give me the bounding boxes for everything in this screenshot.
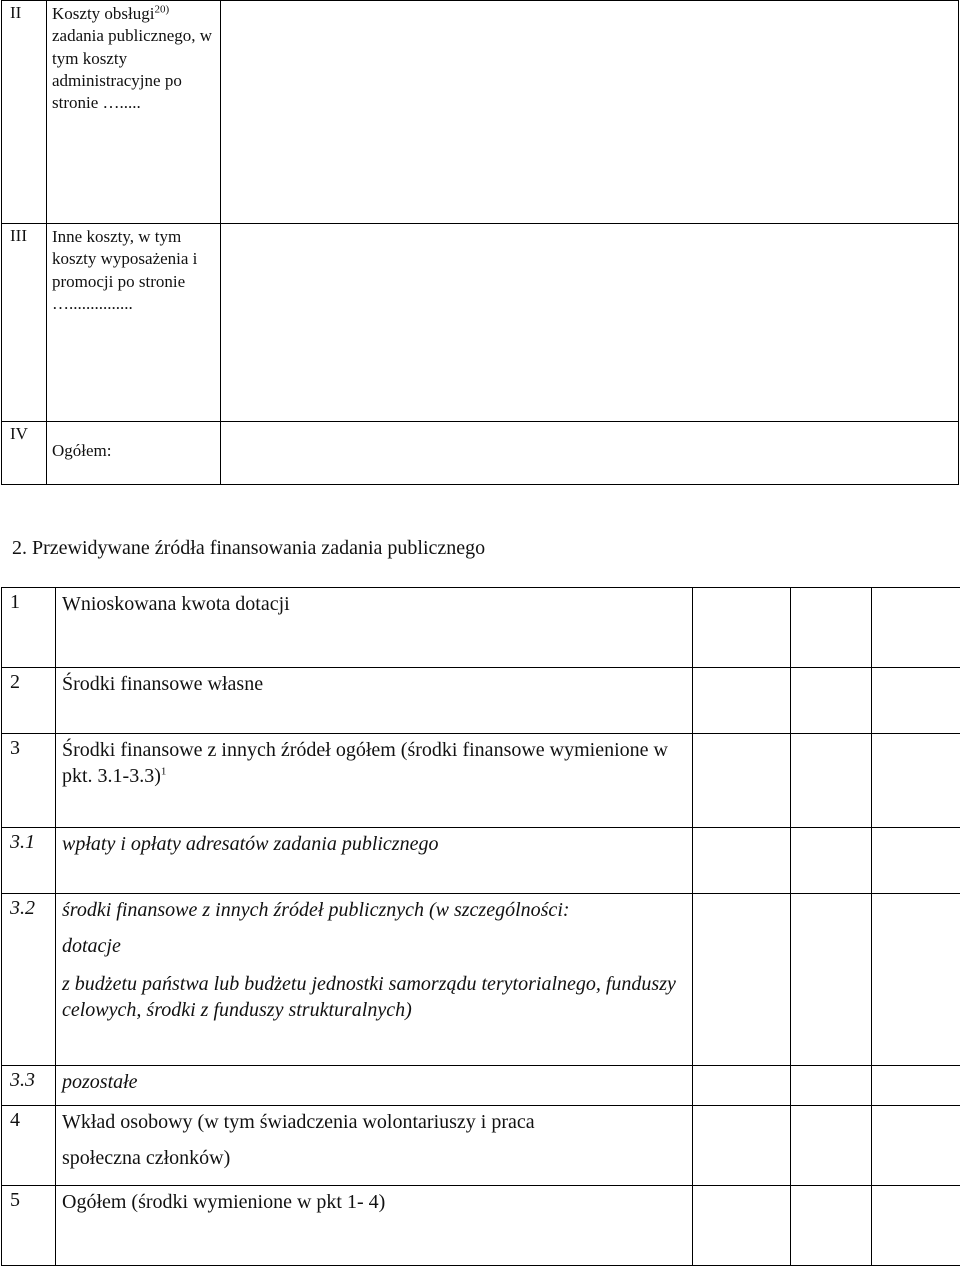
row-number: 4 xyxy=(2,1106,56,1186)
row-description: Ogółem: xyxy=(47,422,221,485)
row-label: Wnioskowana kwota dotacji xyxy=(56,588,693,668)
table-row xyxy=(2,1,959,224)
row-label: wpłaty i opłaty adresatów zadania publicznego xyxy=(56,828,693,894)
amount-cell[interactable] xyxy=(693,894,791,1066)
row-number: 3 xyxy=(2,734,56,828)
notes-cell[interactable] xyxy=(872,1106,960,1186)
table-row xyxy=(2,668,960,734)
amount-cell[interactable] xyxy=(693,1186,791,1266)
notes-cell[interactable] xyxy=(872,588,960,668)
row-label: Wkład osobowy (w tym świadczenia wolontariuszy i praca społeczna członków) xyxy=(56,1106,693,1186)
row-label: Środki finansowe własne xyxy=(56,668,693,734)
value-cell[interactable] xyxy=(221,1,959,224)
notes-cell[interactable] xyxy=(872,668,960,734)
percent-cell[interactable] xyxy=(791,668,872,734)
row-description: Koszty obsługi$^{20)}$ zadania publicznego, w tym koszty administracyjne po stronie …..... xyxy=(47,1,221,224)
table-row xyxy=(2,224,959,422)
table-row xyxy=(2,1186,960,1266)
row-number: 2 xyxy=(2,668,56,734)
amount-cell[interactable] xyxy=(693,588,791,668)
percent-cell[interactable] xyxy=(791,1186,872,1266)
table-row xyxy=(2,1106,960,1186)
amount-cell[interactable] xyxy=(693,668,791,734)
amount-cell[interactable] xyxy=(693,734,791,828)
table-row xyxy=(2,734,960,828)
amount-cell[interactable] xyxy=(693,828,791,894)
row-number: 3.1 xyxy=(2,828,56,894)
amount-cell[interactable] xyxy=(693,1066,791,1106)
row-label: Ogółem (środki wymienione w pkt 1- 4) xyxy=(56,1186,693,1266)
table-row xyxy=(2,588,960,668)
row-number: 1 xyxy=(2,588,56,668)
row-number: 5 xyxy=(2,1186,56,1266)
notes-cell[interactable] xyxy=(872,828,960,894)
percent-cell[interactable] xyxy=(791,894,872,1066)
row-description: Inne koszty, w tym koszty wyposażenia i promocji po stronie …............... xyxy=(47,224,221,422)
value-cell[interactable] xyxy=(221,422,959,485)
table-row xyxy=(2,422,959,485)
row-label: pozostałe xyxy=(56,1066,693,1106)
notes-cell[interactable] xyxy=(872,1186,960,1266)
footnote-marker: 1 xyxy=(160,765,167,778)
notes-cell[interactable] xyxy=(872,1066,960,1106)
footnote-marker: 20) xyxy=(154,3,170,16)
row-number: IV xyxy=(2,422,47,485)
amount-cell[interactable] xyxy=(693,1106,791,1186)
percent-cell[interactable] xyxy=(791,734,872,828)
section-heading: 2. Przewidywane źródła finansowania zadania publicznego xyxy=(12,537,486,559)
row-number: III xyxy=(2,224,47,422)
row-number: II xyxy=(2,1,47,224)
percent-cell[interactable] xyxy=(791,828,872,894)
notes-cell[interactable] xyxy=(872,734,960,828)
row-number: 3.2 xyxy=(2,894,56,1066)
table-row xyxy=(2,1066,960,1106)
percent-cell[interactable] xyxy=(791,588,872,668)
percent-cell[interactable] xyxy=(791,1066,872,1106)
percent-cell[interactable] xyxy=(791,1106,872,1186)
value-cell[interactable] xyxy=(221,224,959,422)
row-label: środki finansowe z innych źródeł publicznych (w szczególności: dotacje z budżetu państwa lub budżetu jednostki samorządu terytorialnego, funduszy celowych, środki z funduszy strukturalnych) xyxy=(56,894,693,1066)
table-row xyxy=(2,828,960,894)
row-number: 3.3 xyxy=(2,1066,56,1106)
financing-sources-table xyxy=(1,587,960,1266)
table-row xyxy=(2,894,960,1066)
costs-table xyxy=(1,0,959,485)
notes-cell[interactable] xyxy=(872,894,960,1066)
row-label: Środki finansowe z innych źródeł ogółem (środki finansowe wymienione w pkt. 3.1-3.3)$^1$ xyxy=(56,734,693,828)
